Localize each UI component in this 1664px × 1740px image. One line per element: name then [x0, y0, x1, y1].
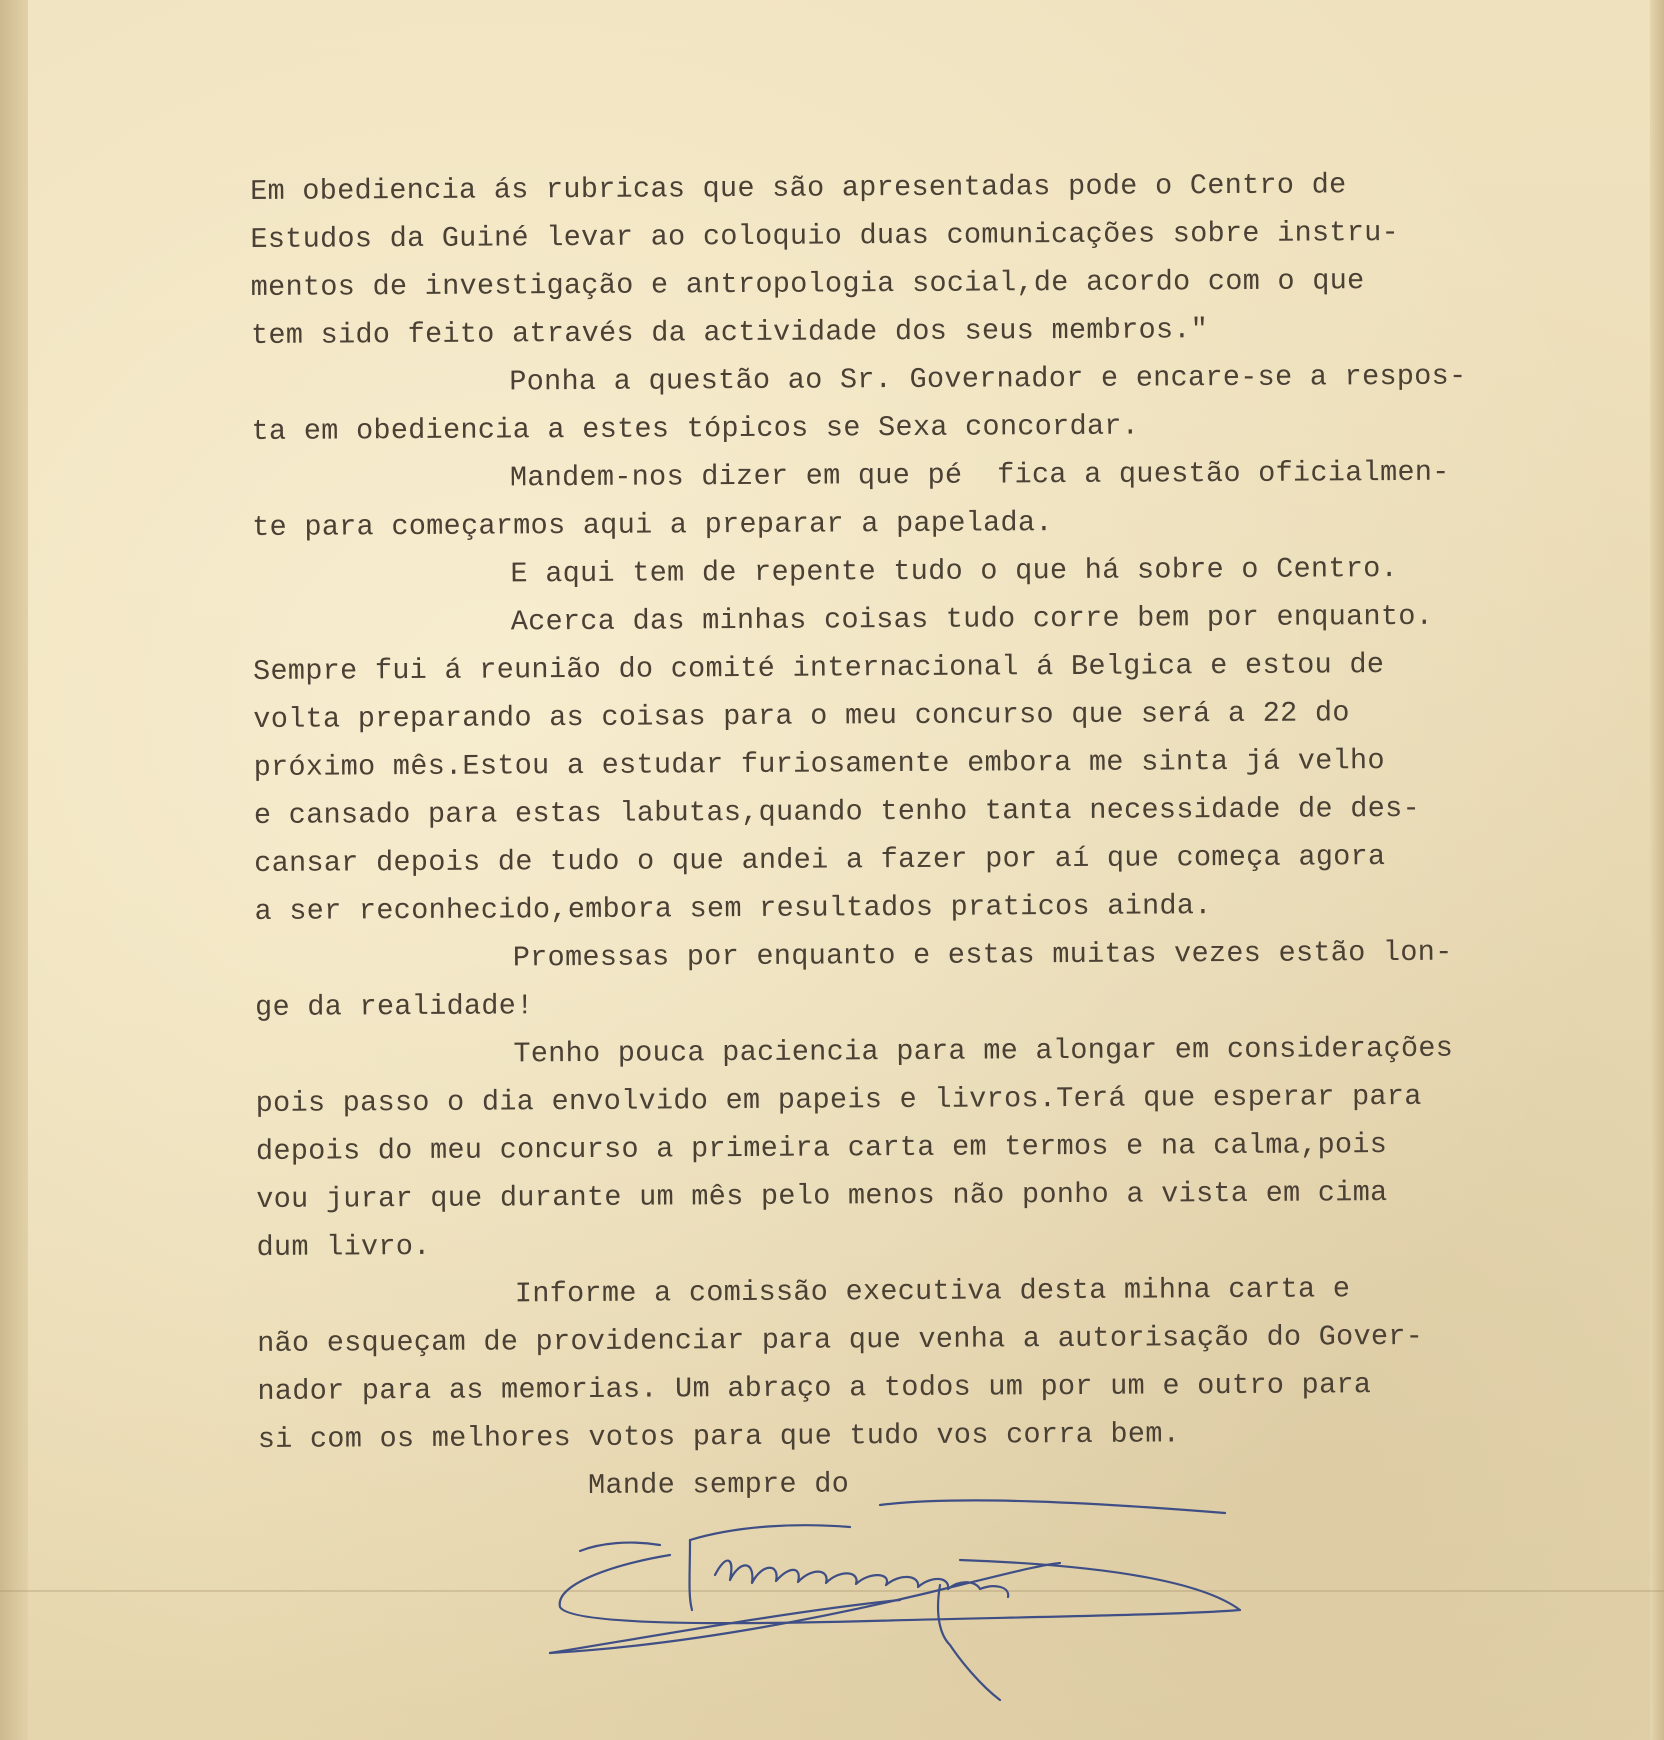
letter-line: E aqui tem de repente tudo o que há sobre o Centro. — [510, 551, 1399, 591]
letter-line: ta em obediencia a estes tópicos se Sexa concordar. — [251, 409, 1140, 448]
page-left-edge — [0, 0, 28, 1740]
letter-line: Mandem-nos dizer em que pé fica a questão oficialmen- — [509, 455, 1450, 495]
letter-line: Ponha a questão ao Sr. Governador e encare-se a respos- — [509, 359, 1467, 399]
letter-line: não esqueçam de providenciar para que venha a autorisação do Gover- — [257, 1319, 1424, 1360]
letter-line: tem sido feito através da actividade dos seus membros." — [250, 313, 1209, 352]
letter-line: nador para as memorias. Um abraço a todos um por um e outro para — [257, 1368, 1372, 1408]
letter-line: te para começarmos aqui a preparar a papelada. — [252, 506, 1053, 544]
letter-line: Promessas por enquanto e estas muitas vezes estão lon- — [512, 935, 1453, 975]
handwritten-signature — [540, 1485, 1300, 1715]
letter-line: Tenho pouca paciencia para me alongar em considerações — [513, 1031, 1454, 1071]
letter-line: Informe a comissão executiva desta mihna carta e — [514, 1272, 1351, 1311]
letter-line: Acerca das minhas coisas tudo corre bem por enquanto. — [510, 599, 1434, 639]
letter-line: vou jurar que durante um mês pelo menos não ponho a vista em cima — [256, 1176, 1388, 1216]
letter-line: próximo mês.Estou a estudar furiosamente embora me sinta já velho — [253, 744, 1385, 784]
letter-line: ge da realidade! — [255, 989, 534, 1024]
page-right-edge — [1650, 0, 1664, 1740]
letter-line: depois do meu concurso a primeira carta em termos e na calma,pois — [255, 1128, 1388, 1168]
letter-line: e cansado para estas labutas,quando tenho tanta necessidade de des- — [253, 791, 1421, 832]
letter-body — [250, 160, 1618, 1512]
letter-line: mentos de investigação e antropologia social,de acordo com o que — [250, 264, 1365, 304]
letter-line: pois passo o dia envolvido em papeis e livros.Terá que esperar para — [255, 1079, 1422, 1120]
letter-line: cansar depois de tudo o que andei a fazer por aí que começa agora — [254, 840, 1386, 880]
letter-line: Sempre fui á reunião do comité internacional á Belgica e estou de — [252, 648, 1385, 688]
letter-line: a ser reconhecido,embora sem resultados praticos ainda. — [254, 889, 1212, 928]
letter-line: volta preparando as coisas para o meu concurso que será a 22 do — [253, 696, 1350, 736]
letter-line: Em obediencia ás rubricas que são apresentadas pode o Centro de — [250, 168, 1347, 208]
closing-salutation: Mande sempre do — [587, 1467, 850, 1502]
letter-line: Estudos da Guiné levar ao coloquio duas comunicações sobre instru- — [250, 215, 1400, 256]
letter-line: si com os melhores votos para que tudo vos corra bem. — [257, 1417, 1181, 1456]
letter-line: dum livro. — [256, 1229, 431, 1264]
